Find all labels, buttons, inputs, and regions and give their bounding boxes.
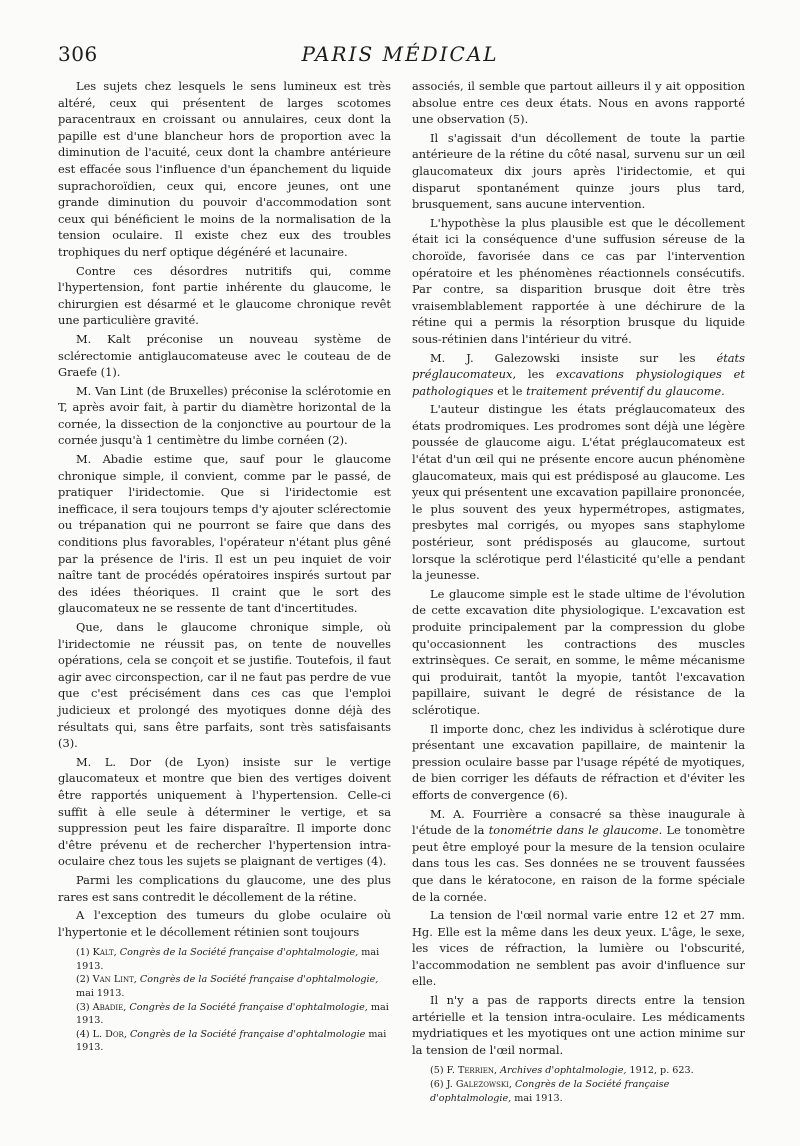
paragraph: L'hypothèse la plus plausible est que le décollement était ici la conséquence d'une suffusion séreuse de la choroïde, favorisée dans ce cas par l'intervention opératoire et les phénomènes réactionnels consécutifs. Par contre, sa disparition brusque doit être très vraisemblablement rapportée à une déchirure de la rétine qui a permis la résorption brusque du liquide sous-rétinien dans l'intérieur du vitré. xyxy=(412,215,745,346)
paragraph: Contre ces désordres nutritifs qui, comme l'hypertension, font partie inhérente du glaucome, le chirurgien est désarmé et le glaucome chronique revêt une particulière gravité. xyxy=(58,263,391,328)
paragraph: M. J. Galezowski insiste sur les états préglaucomateux, les excavations physiologiques et pathologiques et le traitement préventif du glaucome. xyxy=(412,350,745,398)
paragraph: Le glaucome simple est le stade ultime de l'évolution de cette excavation dite physiologique. L'excavation est produite principalement par la compression du globe qu'occasionnent les contractions des muscles extrinsèques. Ce serait, en somme, le même mécanisme qui produirait, tantôt la myopie, tantôt l'excavation papillaire, suivant le degré de résistance de la sclérotique. xyxy=(412,586,745,717)
paragraph: Que, dans le glaucome chronique simple, où l'iridectomie ne réussit pas, on tente de nouvelles opérations, cela se conçoit et se justifie. Toutefois, il faut agir avec circonspection, car il ne faut pas perdre de vue que c'est précisément dans ces cas que l'emploi judicieux et prolongé des myotiques donne déjà des résultats qui, sans être parfaits, sont très satisfaisants (3). xyxy=(58,620,391,751)
paragraph: M. A. Fourrière a consacré sa thèse inaugurale à l'étude de la tonométrie dans le glaucome. Le tonomètre peut être employé pour la mesure de la tension oculaire dans tous les cas. Ses données ne se trouvent faussées que dans le kératocone, en raison de la forme spéciale de la cornée. xyxy=(412,806,745,904)
footnote: (2) Van Lint, Congrès de la Société française d'ophtalmologie, mai 1913. xyxy=(76,974,379,1000)
footnote: (1) Kalt, Congrès de la Société française d'ophtalmologie, mai 1913. xyxy=(76,947,380,972)
left-column xyxy=(58,78,391,1055)
footnotes xyxy=(412,1064,745,1105)
journal-title: PARIS MÉDICAL xyxy=(301,42,499,66)
paragraph: Parmi les complications du glaucome, une des plus rares est sans contredit le décollement de la rétine. xyxy=(58,872,391,904)
footnote: (4) L. Dor, Congrès de la Société française d'ophtalmologie mai 1913. xyxy=(76,1028,387,1054)
paragraph: La tension de l'œil normal varie entre 12 et 27 mm. Hg. Elle est la même dans les deux yeux. L'âge, le sexe, les vices de réfraction, la lumière ou l'obscurité, l'accommodation ne semblent pas avoir d'influence sur elle. xyxy=(412,908,745,989)
paragraph: M. Van Lint (de Bruxelles) préconise la sclérotomie en T, après avoir fait, à partir du diamètre horizontal de la cornée, la dissection de la conjonctive au pourtour de la cornée jusqu'à 1 centimètre du limbe cornéen (2). xyxy=(58,383,391,448)
paragraph: Il s'agissait d'un décollement de toute la partie antérieure de la rétine du côté nasal, survenu sur un œil glaucomateux dix jours après l'iridectomie, et qui disparut spontanément quinze jours plus tard, brusquement, sans aucune intervention. xyxy=(412,130,745,212)
footnote: (3) Abadie, Congrès de la Société française d'ophtalmologie, mai 1913. xyxy=(76,1001,389,1027)
running-header xyxy=(58,42,742,72)
paragraph: M. Abadie estime que, sauf pour le glaucome chronique simple, il convient, comme par le passé, de pratiquer l'iridectomie. Que si l'iridectomie est inefficace, il sera toujours temps d'y ajouter sclérectomie ou trépanation qui ne pourront se faire que dans des conditions plus favorables, l'opérateur n'étant plus gêné par la présence de l'iris. Il est un peu inquiet de voir naître tant de procédés opératoires inspirés surtout par des idées théoriques. Il craint que le sort des glaucomateux ne se ressente de tant d'incertitudes. xyxy=(58,452,391,616)
footnote: (6) J. Galezowski, Congrès de la Société française d'ophtalmologie, mai 1913. xyxy=(430,1079,670,1104)
paragraph: Il importe donc, chez les individus à sclérotique dure présentant une excavation papillaire, de maintenir la pression oculaire basse par l'usage répété de myotiques, de bien corriger les défauts de réfraction et d'éviter les efforts de convergence (6). xyxy=(412,721,745,802)
paragraph: Les sujets chez lesquels le sens lumineux est très altéré, ceux qui présentent de larges scotomes paracentraux en croissant ou annulaires, ceux dont la papille est d'une blancheur hors de proportion avec la diminution de l'acuité, ceux dont la chambre antérieure est effacée sous l'influence d'un épanchement du liquide suprachoroïdien, ceux qui, encore jeunes, ont une grande diminution du pouvoir d'accommodation sont ceux qui bénéficient le moins de la normalisation de la tension oculaire. Il existe chez eux des troubles trophiques du nerf optique dégénéré et lacunaire. xyxy=(58,79,391,259)
footnote: (5) F. Terrien, Archives d'ophtalmologie, 1912, p. 623. xyxy=(430,1065,694,1077)
paragraph: M. L. Dor (de Lyon) insiste sur le vertige glaucomateux et montre que bien des vertiges doivent être rapportés uniquement à l'hypertension. Celle-ci suffit à elle seule à déterminer le vertige, et sa suppression peut les faire disparaître. Il importe donc d'être prévenu et de rechercher l'hypertension intra-oculaire chez tous les sujets se plaignant de vertiges (4). xyxy=(58,754,391,869)
right-column xyxy=(412,78,745,1105)
footnotes xyxy=(58,946,391,1055)
paragraph: A l'exception des tumeurs du globe oculaire où l'hypertonie et le décollement rétinien sont toujours xyxy=(58,908,391,939)
paragraph: Il n'y a pas de rapports directs entre la tension artérielle et la tension intra-oculaire. Les médicaments mydriatiques et les myotiques ont une action minime sur la tension de l'œil normal. xyxy=(412,993,745,1057)
page-number: 306 xyxy=(58,42,98,66)
paragraph: M. Kalt préconise un nouveau système de sclérectomie antiglaucomateuse avec le couteau de de Graefe (1). xyxy=(58,331,391,380)
paragraph: associés, il semble que partout ailleurs il y ait opposition absolue entre ces deux états. Nous en avons rapporté une observation (5). xyxy=(412,79,745,127)
paragraph: L'auteur distingue les états préglaucomateux des états prodromiques. Les prodromes sont déjà une légère poussée de glaucome aigu. L'état préglaucomateux est l'état d'un œil qui ne présente encore aucun phénomène glaucomateux, mais qui est prédisposé au glaucome. Les yeux qui présentent une excavation papillaire prononcée, le plus souvent des yeux hypermétropes, astigmates, presbytes mal corrigés, ou myopes sans staphylome postérieur, sont prédisposés au glaucome, surtout lorsque la sclérotique perd l'élasticité qu'elle a pendant la jeunesse. xyxy=(412,402,745,583)
